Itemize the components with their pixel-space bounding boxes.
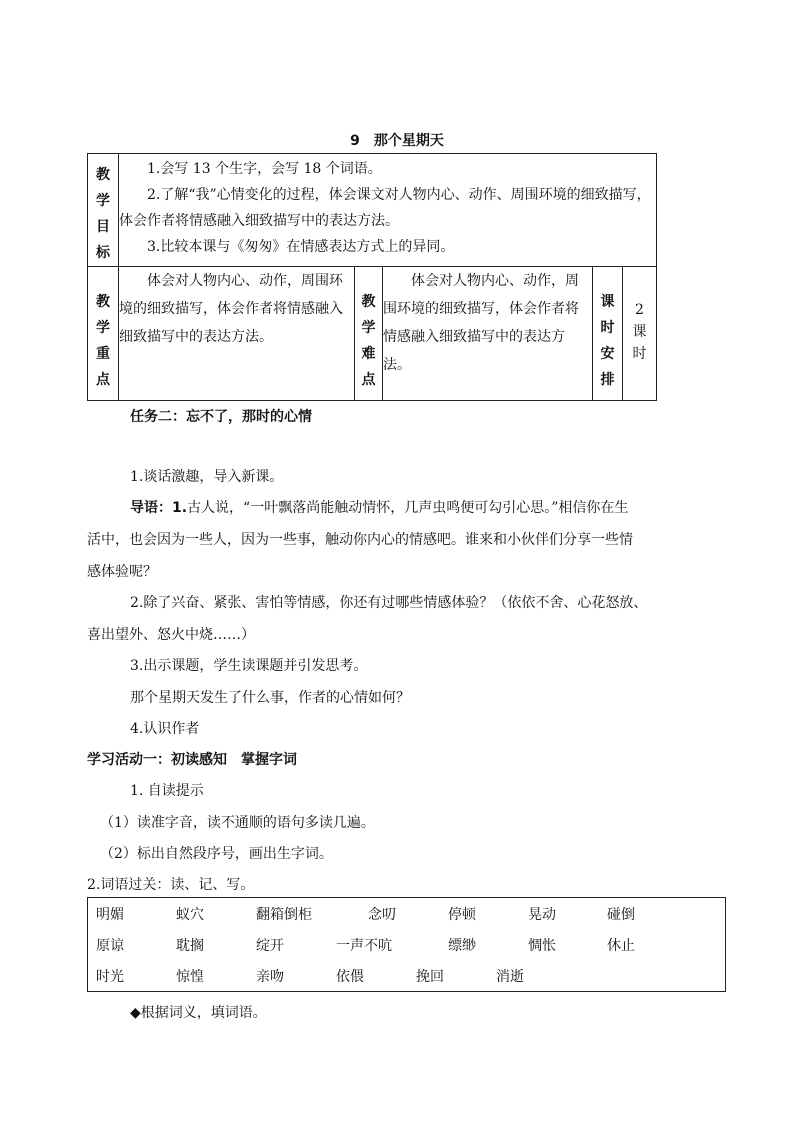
vocab-word: 休止 bbox=[607, 938, 635, 954]
vocab-word: 念叨 bbox=[368, 907, 396, 923]
vocab-word: 蚁穴 bbox=[176, 907, 204, 923]
lesson-info-table bbox=[87, 153, 657, 401]
vocab-word: 惊惶 bbox=[176, 969, 204, 985]
intro-line-3: 感体验呢？ bbox=[87, 564, 157, 580]
vocab-word: 绽开 bbox=[256, 938, 284, 954]
vocab-word: 原谅 bbox=[96, 938, 124, 954]
vocab-row bbox=[88, 960, 725, 991]
vocab-word: 碰倒 bbox=[607, 907, 635, 923]
step-1: 1.谈话激趣，导入新课。 bbox=[130, 469, 284, 485]
vocab-word: 明媚 bbox=[96, 907, 124, 923]
objective-item: 2.了解“我”心情变化的过程，体会课文对人物内心、动作、周围环境的细致描写，体会作者将情感融入细致描写中的表达方法。 bbox=[119, 187, 651, 229]
reading-tip-2: （2）标出自然段序号，画出生字词。 bbox=[100, 846, 333, 862]
step-2-line-2: 喜出望外、怒火中烧……） bbox=[87, 627, 255, 643]
fill-hint: ◆根据词义，填词语。 bbox=[130, 1005, 267, 1021]
step-3: 3.出示课题，学生读课题并引发思考。 bbox=[130, 658, 368, 674]
step-4: 4.认识作者 bbox=[130, 721, 200, 737]
vocab-row bbox=[88, 929, 725, 960]
schedule-value: 2 课 时 bbox=[623, 267, 657, 401]
objective-item: 3.比较本课与《匆匆》在情感表达方式上的异同。 bbox=[147, 239, 455, 255]
objective-item: 1.会写 13 个生字，会写 18 个词语。 bbox=[147, 161, 382, 177]
vocab-word: 耽搁 bbox=[176, 938, 204, 954]
keypoints-label: 教 学 重 点 bbox=[88, 267, 119, 401]
keypoints-content: 体会对人物内心、动作，周围环境的细致描写，体会作者将情感融入细致描写中的表达方法。 bbox=[119, 267, 355, 401]
schedule-label: 课 时 安 排 bbox=[593, 267, 623, 401]
vocab-row bbox=[88, 898, 725, 929]
step-3-question: 那个星期天发生了什么事，作者的心情如何？ bbox=[130, 690, 410, 706]
reading-tip-1: （1）读准字音，读不通顺的语句多读几遍。 bbox=[100, 815, 375, 831]
vocab-word: 时光 bbox=[96, 969, 124, 985]
task-title: 任务二：忘不了，那时的心情 bbox=[130, 409, 312, 425]
difficulties-label: 教 学 难 点 bbox=[355, 267, 383, 401]
activity-title: 学习活动一：初读感知 掌握字词 bbox=[87, 752, 297, 768]
vocab-word: 缥缈 bbox=[448, 938, 476, 954]
reading-tip: 1. 自读提示 bbox=[130, 783, 204, 799]
vocab-word: 亲吻 bbox=[256, 969, 284, 985]
intro-line-2: 活中，也会因为一些人，因为一些事，触动你内心的情感吧。谁来和小伙伴们分享一些情 bbox=[87, 532, 633, 548]
intro-line-1: 导语：1.古人说，“一叶飘落尚能触动情怀，几声虫鸣便可勾引心思。”相信你在生 bbox=[130, 500, 629, 516]
vocab-word: 一声不吭 bbox=[336, 938, 392, 954]
vocab-word: 挽回 bbox=[416, 969, 444, 985]
step-2-line-1: 2.除了兴奋、紧张、害怕等情感，你还有过哪些情感体验？（依依不舍、心花怒放、 bbox=[130, 595, 648, 611]
vocab-word: 翻箱倒柜 bbox=[256, 907, 312, 923]
vocabulary-table bbox=[87, 897, 726, 992]
difficulties-content: 体会对人物内心、动作，周围环境的细致描写，体会作者将情感融入细致描写中的表达方法。 bbox=[383, 267, 593, 401]
vocab-word: 晃动 bbox=[528, 907, 556, 923]
intro-label: 导语： bbox=[130, 500, 172, 516]
vocab-word: 消逝 bbox=[496, 969, 524, 985]
vocab-title: 2.词语过关：读、记、写。 bbox=[87, 877, 255, 893]
lesson-title: 9 那个星期天 bbox=[350, 133, 444, 149]
vocab-word: 停顿 bbox=[448, 907, 476, 923]
objectives-content bbox=[119, 154, 657, 267]
objectives-label: 教 学 目 标 bbox=[88, 154, 119, 267]
vocab-word: 依偎 bbox=[336, 969, 364, 985]
vocab-word: 惆怅 bbox=[528, 938, 556, 954]
